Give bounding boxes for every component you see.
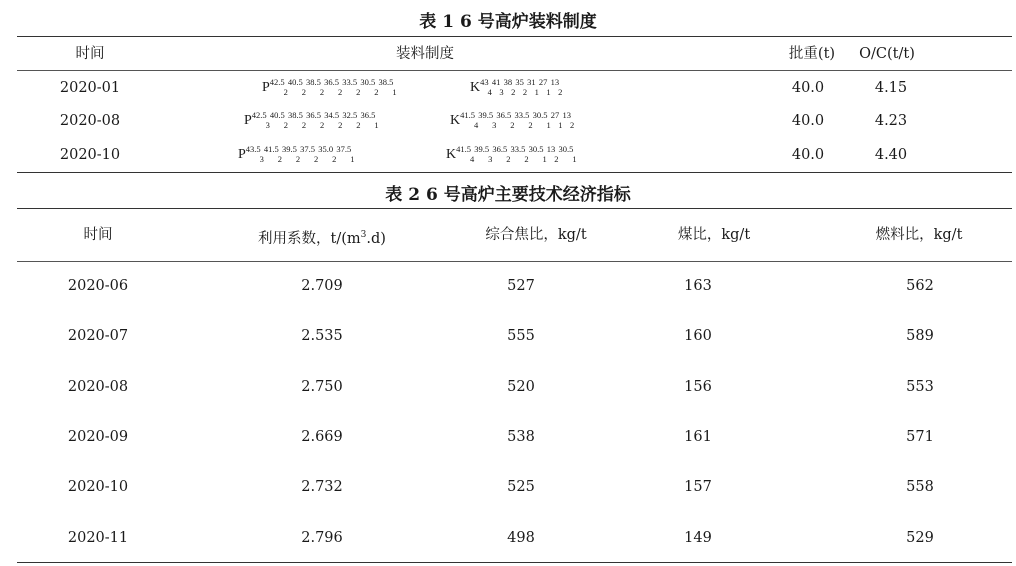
formula-rings: 2 xyxy=(319,87,325,97)
formula-rings: 2 xyxy=(338,87,343,97)
table1-row-time: 2020-10 xyxy=(59,147,121,163)
table1-row-batch: 40.0 xyxy=(791,147,825,163)
formula-angle: 13 xyxy=(546,144,556,154)
formula-rings: 4 xyxy=(470,154,475,164)
table1-bottom-rule xyxy=(17,172,1012,173)
formula-angle: 30.5 xyxy=(532,110,548,120)
formula-angle: 43 xyxy=(480,77,489,87)
formula-angle: 40.5 xyxy=(269,110,285,120)
formula-angle: 38 xyxy=(503,77,513,87)
p-charging-formula xyxy=(238,145,355,165)
formula-angle: 13 xyxy=(562,110,571,120)
table2-top-rule xyxy=(17,208,1012,209)
formula-angle: 13 xyxy=(550,77,560,87)
formula-letter: P xyxy=(238,147,246,162)
formula-rings: 2 xyxy=(283,87,288,97)
k-charging-formula xyxy=(470,78,562,98)
formula-angle: 41.5 xyxy=(456,144,471,154)
table2-row-time: 2020-07 xyxy=(67,328,129,344)
table2-row-util: 2.750 xyxy=(301,379,343,395)
formula-angle: 35 xyxy=(515,77,524,87)
formula-rings: 2 xyxy=(570,120,575,130)
formula-angle: 36.5 xyxy=(324,77,340,87)
table1-header-oc: O/C(t/t) xyxy=(859,46,915,62)
formula-rings: 1 xyxy=(542,154,547,164)
formula-rings: 2 xyxy=(295,154,301,164)
formula-rings: 2 xyxy=(510,120,515,130)
formula-rings: 2 xyxy=(356,87,361,97)
formula-angle: 30.5 xyxy=(360,77,376,87)
formula-angle: 41 xyxy=(491,77,501,87)
formula-angle: 39.5 xyxy=(282,144,297,154)
table1-row-oc: 4.40 xyxy=(874,147,908,163)
table2-row-coal: 157 xyxy=(684,479,712,495)
table2-row-coal: 149 xyxy=(684,530,712,546)
table2-row-fuel: 562 xyxy=(906,278,934,294)
formula-rings: 2 xyxy=(301,87,307,97)
table2-row-fuel: 589 xyxy=(906,328,934,344)
table2-row-coke: 520 xyxy=(507,379,535,395)
table1-header-charging: 装料制度 xyxy=(396,46,454,62)
table2-header-util-sup: 3 xyxy=(360,230,367,240)
formula-angle: 35.0 xyxy=(318,144,334,154)
table2-row-fuel: 553 xyxy=(906,379,934,395)
table2-row-coke: 525 xyxy=(507,479,535,495)
formula-rings: 2 xyxy=(528,120,533,130)
formula-angle: 39.5 xyxy=(474,144,490,154)
formula-letter: K xyxy=(450,113,461,128)
formula-rings: 2 xyxy=(522,87,528,97)
table2-row-util: 2.796 xyxy=(301,530,343,546)
formula-angle: 27 xyxy=(550,110,560,120)
table2-row-coke: 527 xyxy=(507,278,535,294)
table2-row-fuel: 558 xyxy=(906,479,934,495)
table2-header-fuel: 燃料比，kg/t xyxy=(875,227,963,243)
formula-angle: 43.5 xyxy=(245,144,261,154)
formula-rings: 1 xyxy=(558,120,563,130)
table2-row-time: 2020-11 xyxy=(67,530,129,546)
table2-row-util: 2.732 xyxy=(301,479,343,495)
table2-row-util: 2.669 xyxy=(301,429,343,445)
formula-angle: 37.5 xyxy=(336,144,352,154)
formula-letter: P xyxy=(244,113,252,128)
table1-row-batch: 40.0 xyxy=(791,113,825,129)
formula-rings: 2 xyxy=(374,87,379,97)
table2-row-coal: 161 xyxy=(684,429,712,445)
formula-angle: 38.5 xyxy=(378,77,394,87)
table1-header-batch: 批重(t) xyxy=(788,46,836,62)
formula-angle: 40.5 xyxy=(287,77,303,87)
table2-row-util: 2.709 xyxy=(301,278,343,294)
table2-row-time: 2020-09 xyxy=(67,429,129,445)
formula-angle: 42.5 xyxy=(251,110,267,120)
formula-angle: 38.5 xyxy=(306,77,321,87)
table2-row-coke: 538 xyxy=(507,429,535,445)
formula-angle: 30.5 xyxy=(558,144,574,154)
table2-header-coal: 煤比，kg/t xyxy=(677,227,751,243)
k-charging-formula xyxy=(450,111,574,131)
formula-angle: 30.5 xyxy=(528,144,544,154)
table2-header-util: 利用系数，$t/(m^3.d)$ xyxy=(258,230,386,247)
table2-row-time: 2020-06 xyxy=(67,278,129,294)
formula-rings: 2 xyxy=(332,154,337,164)
formula-angle: 39.5 xyxy=(478,110,494,120)
formula-angle: 34.5 xyxy=(324,110,340,120)
table2-row-time: 2020-08 xyxy=(67,379,129,395)
formula-rings: 1 xyxy=(546,87,551,97)
formula-angle: 32.5 xyxy=(342,110,358,120)
formula-rings: 2 xyxy=(506,154,511,164)
p-charging-formula xyxy=(262,78,397,98)
formula-angle: 36.5 xyxy=(492,144,508,154)
formula-rings: 3 xyxy=(259,154,264,164)
formula-angle: 37.5 xyxy=(300,144,316,154)
formula-angle: 38.5 xyxy=(288,110,303,120)
p-charging-formula xyxy=(244,111,379,131)
formula-rings: 2 xyxy=(314,154,319,164)
table2-row-coke: 498 xyxy=(507,530,535,546)
formula-rings: 1 xyxy=(374,120,379,130)
table1-header-rule xyxy=(17,70,1012,71)
formula-rings: 2 xyxy=(338,120,343,130)
formula-angle: 31 xyxy=(527,77,536,87)
table2-row-coal: 156 xyxy=(684,379,712,395)
table2-header-coke: 综合焦比，kg/t xyxy=(485,227,587,243)
table1-caption: 表 1 6 号高炉装料制度 xyxy=(419,12,597,32)
formula-angle: 41.5 xyxy=(460,110,475,120)
table2-row-coal: 160 xyxy=(684,328,712,344)
formula-rings: 3 xyxy=(265,120,270,130)
formula-angle: 33.5 xyxy=(342,77,358,87)
table1-row-time: 2020-08 xyxy=(59,113,121,129)
formula-angle: 36.5 xyxy=(360,110,376,120)
table2-row-coke: 555 xyxy=(507,328,535,344)
table1-header-time: 时间 xyxy=(75,46,105,62)
formula-letter: K xyxy=(446,147,457,162)
table2-bottom-rule xyxy=(17,562,1012,563)
formula-angle: 33.5 xyxy=(514,110,530,120)
table1-row-time: 2020-01 xyxy=(59,80,121,96)
table1-row-oc: 4.23 xyxy=(874,113,908,129)
table1-top-rule xyxy=(17,36,1012,37)
formula-letter: P xyxy=(262,80,270,95)
formula-rings: 1 xyxy=(392,87,397,97)
table2-row-fuel: 571 xyxy=(906,429,934,445)
table1-row-oc: 4.15 xyxy=(874,80,908,96)
formula-rings: 3 xyxy=(499,87,504,97)
formula-rings: 2 xyxy=(356,120,361,130)
formula-rings: 3 xyxy=(492,120,497,130)
table2-caption: 表 2 6 号高炉主要技术经济指标 xyxy=(385,185,631,205)
table1-row-batch: 40.0 xyxy=(791,80,825,96)
formula-rings: 2 xyxy=(558,87,563,97)
table2-row-fuel: 529 xyxy=(906,530,934,546)
k-charging-formula xyxy=(446,145,577,165)
formula-angle: 36.5 xyxy=(306,110,322,120)
formula-angle: 41.5 xyxy=(263,144,279,154)
formula-rings: 1 xyxy=(546,120,551,130)
formula-rings: 3 xyxy=(488,154,493,164)
table2-row-coal: 163 xyxy=(684,278,712,294)
formula-rings: 2 xyxy=(524,154,529,164)
formula-angle: 36.5 xyxy=(496,110,512,120)
formula-rings: 2 xyxy=(283,120,289,130)
formula-letter: K xyxy=(470,80,481,95)
formula-rings: 2 xyxy=(277,154,283,164)
formula-rings: 4 xyxy=(474,120,479,130)
formula-rings: 1 xyxy=(534,87,539,97)
formula-rings: 1 xyxy=(572,154,577,164)
formula-angle: 27 xyxy=(538,77,548,87)
formula-rings: 1 xyxy=(350,154,355,164)
formula-rings: 4 xyxy=(487,87,492,97)
formula-rings: 2 xyxy=(301,120,307,130)
formula-rings: 2 xyxy=(511,87,516,97)
table2-row-time: 2020-10 xyxy=(67,479,129,495)
formula-angle: 42.5 xyxy=(269,77,285,87)
formula-angle: 33.5 xyxy=(510,144,526,154)
table2-header-time: 时间 xyxy=(83,227,113,243)
formula-rings: 2 xyxy=(554,154,559,164)
table2-header-rule xyxy=(17,261,1012,262)
table2-row-util: 2.535 xyxy=(301,328,343,344)
formula-rings: 2 xyxy=(320,120,325,130)
